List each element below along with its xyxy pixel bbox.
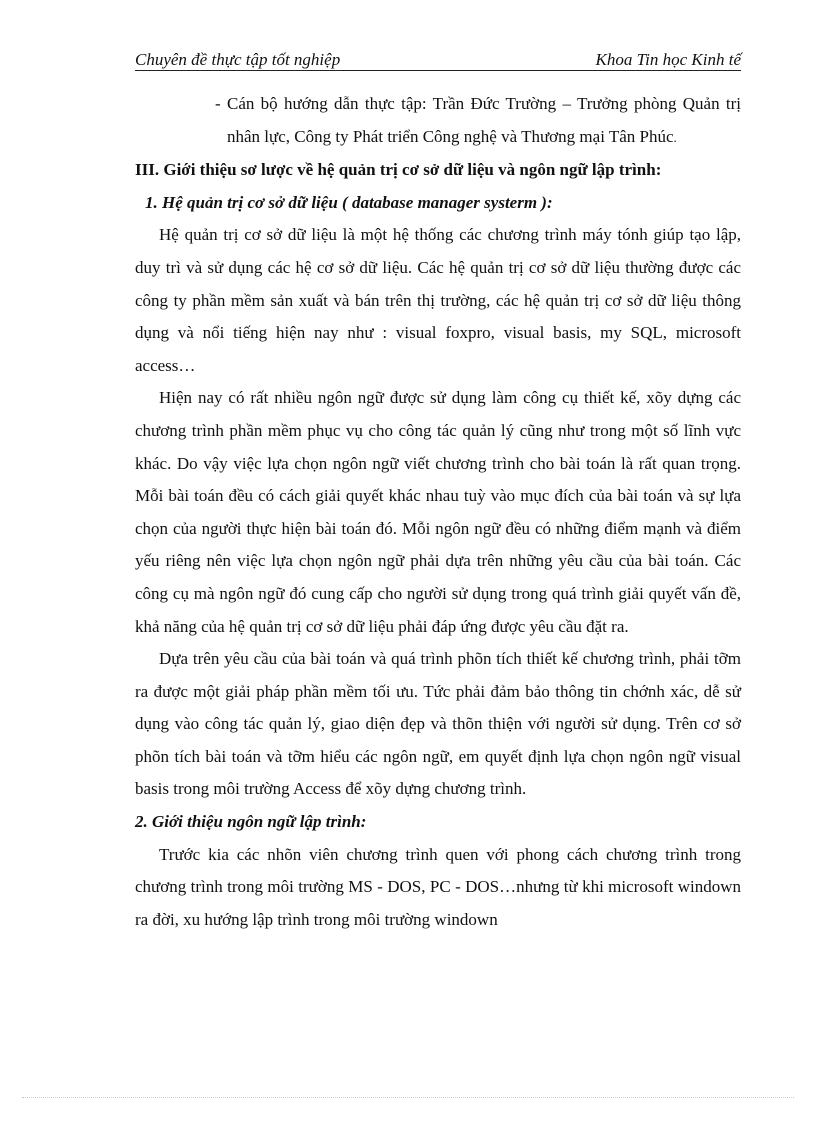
subsection-1-heading: 1. Hệ quản trị cơ sở dữ liệu ( database manager systerm ): xyxy=(145,192,553,212)
paragraph-selection-decision: Dựa trên yêu cầu của bài toán và quá trình phõn tích thiết kế chương trình, phải tỡm ra được một giải pháp phần mềm tối ưu. Tức phải đảm bảo thông tin chớnh xác, dễ sử dụng vào công tác quản lý, giao diện đẹp và thõn thiện với người sử dụng. Trên cơ sở phõn tích bài toán và tỡm hiểu các ngôn ngữ, em quyết định lựa chọn ngôn ngữ visual basis trong môi trường Access để xõy dựng chương trình. xyxy=(135,649,741,799)
paragraph-dbms-definition: Hệ quản trị cơ sở dữ liệu là một hệ thống các chương trình máy tónh giúp tạo lập, duy trì và sử dụng các hệ cơ sở dữ liệu. Các hệ quản trị cơ sở dữ liệu thường được các công ty phần mềm sản xuất và bán trên thị trường, các hệ quản trị cơ sở dữ liệu thông dụng và nổi tiếng hiện nay như : visual foxpro, visual basis, my SQL, microsoft access… xyxy=(135,225,741,375)
supervisor-bullet-end: . xyxy=(673,129,677,145)
supervisor-bullet xyxy=(135,88,741,154)
page-body xyxy=(135,88,741,936)
page-bottom-divider xyxy=(22,1097,794,1098)
header-document-title: Chuyên đề thực tập tốt nghiệp xyxy=(135,50,341,69)
paragraph-language-choice: Hiện nay có rất nhiều ngôn ngữ được sử dụng làm công cụ thiết kế, xõy dựng các chương trình phần mềm phục vụ cho công tác quản lý cũng như trong một số lĩnh vực khác. Do vậy việc lựa chọn ngôn ngữ viết chương trình cho bài toán là rất quan trọng. Mỗi bài toán đều có cách giải quyết khác nhau tuỳ vào mục đích của bài toán và sự lựa chọn của người thực hiện bài toán đó. Mỗi ngôn ngữ đều có những điểm mạnh và điểm yếu riêng nên việc lựa chọn ngôn ngữ phải dựa trên những yêu cầu của bài toán. Các công cụ mà ngôn ngữ đó cung cấp cho người sử dụng trong quá trình giải quyết vấn đề, khả năng của hệ quản trị cơ sở dữ liệu phải đáp ứng được yêu cầu đặt ra. xyxy=(135,388,741,636)
paragraph-programming-intro: Trước kia các nhõn viên chương trình quen với phong cách chương trình trong chương trình trong môi trường MS - DOS, PC - DOS…nhưng từ khi microsoft windown ra đời, xu hướng lập trình trong môi trường windown xyxy=(135,844,741,929)
page-header xyxy=(135,48,741,71)
subsection-2-heading: 2. Giới thiệu ngôn ngữ lập trình: xyxy=(135,812,367,832)
section-3-heading: III. Giới thiệu sơ lược về hệ quản trị cơ sở dữ liệu và ngôn ngữ lập trình: xyxy=(135,160,662,180)
supervisor-bullet-text: - Cán bộ hướng dẫn thực tập: Trần Đức Trường – Trưởng phòng Quản trị nhân lực, Công ty Phát triển Công nghệ và Thương mại Tân Phúc xyxy=(215,94,741,146)
header-faculty: Khoa Tin học Kinh tế xyxy=(595,50,741,69)
